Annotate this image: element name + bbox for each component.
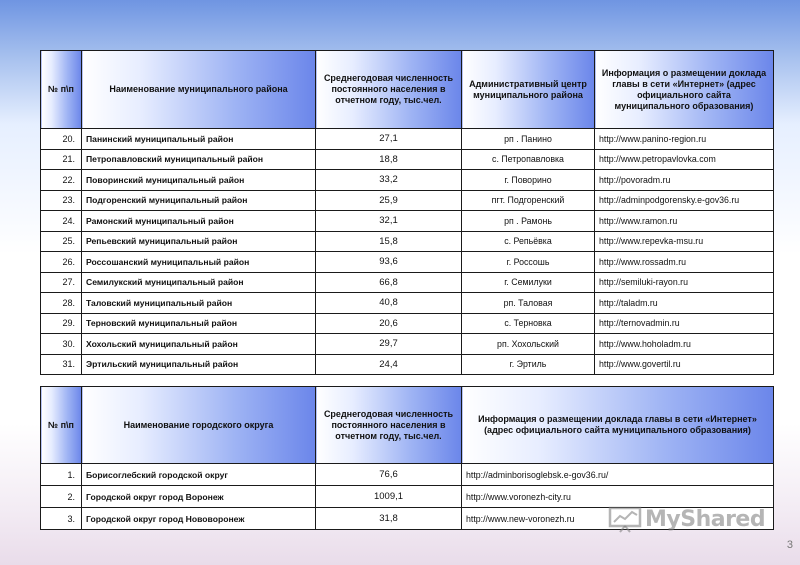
population-value: 29,7	[316, 334, 462, 355]
table-row	[41, 129, 774, 150]
population-value: 31,8	[316, 508, 462, 530]
admin-center: пгт. Подгоренский	[462, 190, 595, 211]
header-number: № п\п	[41, 387, 82, 464]
district-name: Семилукский муниципальный район	[82, 272, 316, 293]
admin-center: с. Терновка	[462, 313, 595, 334]
header-city-district-name: Наименование городского округа	[82, 387, 316, 464]
header-website-info: Информация о размещении доклада главы в сети «Интернет» (адрес официального сайта муниципального образования)	[595, 51, 774, 129]
table-row	[41, 313, 774, 334]
admin-center: рп. Таловая	[462, 293, 595, 314]
watermark-logo	[608, 505, 765, 533]
table-row	[41, 464, 774, 486]
website-url: http://www.new-voronezh.ru	[462, 508, 774, 530]
website-url: http://adminpodgorensky.e-gov36.ru	[595, 190, 774, 211]
admin-center: с. Репьёвка	[462, 231, 595, 252]
website-url: http://www.repevka-msu.ru	[595, 231, 774, 252]
table-row	[41, 354, 774, 375]
website-url: http://www.voronezh-city.ru	[462, 486, 774, 508]
table-row	[41, 252, 774, 273]
population-value: 32,1	[316, 211, 462, 232]
district-name: Таловский муниципальный район	[82, 293, 316, 314]
row-number: 30.	[41, 334, 82, 355]
row-number: 23.	[41, 190, 82, 211]
admin-center: г. Поворино	[462, 170, 595, 191]
header-district-name: Наименование муниципального района	[82, 51, 316, 129]
population-value: 76,6	[316, 464, 462, 486]
table-row	[41, 149, 774, 170]
admin-center: г. Семилуки	[462, 272, 595, 293]
city-district-name: Борисоглебский городской округ	[82, 464, 316, 486]
website-url: http://povoradm.ru	[595, 170, 774, 191]
website-url: http://taladm.ru	[595, 293, 774, 314]
districts-table	[40, 50, 774, 375]
header-population: Среднегодовая численность постоянного населения в отчетном году, тыс.чел.	[316, 51, 462, 129]
website-url: http://adminborisoglebsk.e-gov36.ru/	[462, 464, 774, 486]
city-district-name: Городской округ город Воронеж	[82, 486, 316, 508]
districts-header-row	[41, 51, 774, 129]
admin-center: г. Эртиль	[462, 354, 595, 375]
population-value: 24,4	[316, 354, 462, 375]
population-value: 20,6	[316, 313, 462, 334]
district-name: Терновский муниципальный район	[82, 313, 316, 334]
population-value: 15,8	[316, 231, 462, 252]
table-row	[41, 334, 774, 355]
admin-center: г. Россошь	[462, 252, 595, 273]
website-url: http://www.hoholadm.ru	[595, 334, 774, 355]
website-url: http://www.rossadm.ru	[595, 252, 774, 273]
table-row	[41, 190, 774, 211]
header-population: Среднегодовая численность постоянного населения в отчетном году, тыс.чел.	[316, 387, 462, 464]
population-value: 66,8	[316, 272, 462, 293]
row-number: 3.	[41, 508, 82, 530]
presentation-icon	[608, 505, 642, 533]
cities-header-row	[41, 387, 774, 464]
admin-center: рп . Панино	[462, 129, 595, 150]
row-number: 21.	[41, 149, 82, 170]
city-district-name: Городской округ город Нововоронеж	[82, 508, 316, 530]
population-value: 27,1	[316, 129, 462, 150]
district-name: Панинский муниципальный район	[82, 129, 316, 150]
website-url: http://www.petropavlovka.com	[595, 149, 774, 170]
district-name: Эртильский муниципальный район	[82, 354, 316, 375]
district-name: Подгоренский муниципальный район	[82, 190, 316, 211]
website-url: http://www.govertil.ru	[595, 354, 774, 375]
district-name: Хохольский муниципальный район	[82, 334, 316, 355]
row-number: 29.	[41, 313, 82, 334]
district-name: Россошанский муниципальный район	[82, 252, 316, 273]
row-number: 27.	[41, 272, 82, 293]
admin-center: с. Петропавловка	[462, 149, 595, 170]
population-value: 18,8	[316, 149, 462, 170]
population-value: 1009,1	[316, 486, 462, 508]
website-url: http://www.panino-region.ru	[595, 129, 774, 150]
website-url: http://www.ramon.ru	[595, 211, 774, 232]
header-admin-center: Административный центр муниципального района	[462, 51, 595, 129]
row-number: 1.	[41, 464, 82, 486]
table-row	[41, 231, 774, 252]
population-value: 40,8	[316, 293, 462, 314]
admin-center: рп . Рамонь	[462, 211, 595, 232]
row-number: 31.	[41, 354, 82, 375]
table-row	[41, 293, 774, 314]
district-name: Рамонский муниципальный район	[82, 211, 316, 232]
population-value: 93,6	[316, 252, 462, 273]
row-number: 2.	[41, 486, 82, 508]
district-name: Петропавловский муниципальный район	[82, 149, 316, 170]
population-value: 33,2	[316, 170, 462, 191]
row-number: 25.	[41, 231, 82, 252]
row-number: 28.	[41, 293, 82, 314]
district-name: Поворинский муниципальный район	[82, 170, 316, 191]
table-row	[41, 211, 774, 232]
table-row	[41, 272, 774, 293]
row-number: 24.	[41, 211, 82, 232]
admin-center: рп. Хохольский	[462, 334, 595, 355]
population-value: 25,9	[316, 190, 462, 211]
table-row	[41, 170, 774, 191]
district-name: Репьевский муниципальный район	[82, 231, 316, 252]
row-number: 20.	[41, 129, 82, 150]
header-number: № п\п	[41, 51, 82, 129]
website-url: http://semiluki-rayon.ru	[595, 272, 774, 293]
header-website-info: Информация о размещении доклада главы в сети «Интернет» (адрес официального сайта муниципального образования)	[462, 387, 774, 464]
website-url: http://ternovadmin.ru	[595, 313, 774, 334]
watermark-text: MyShared	[645, 506, 766, 532]
row-number: 22.	[41, 170, 82, 191]
row-number: 26.	[41, 252, 82, 273]
page-number: 3	[786, 539, 793, 551]
